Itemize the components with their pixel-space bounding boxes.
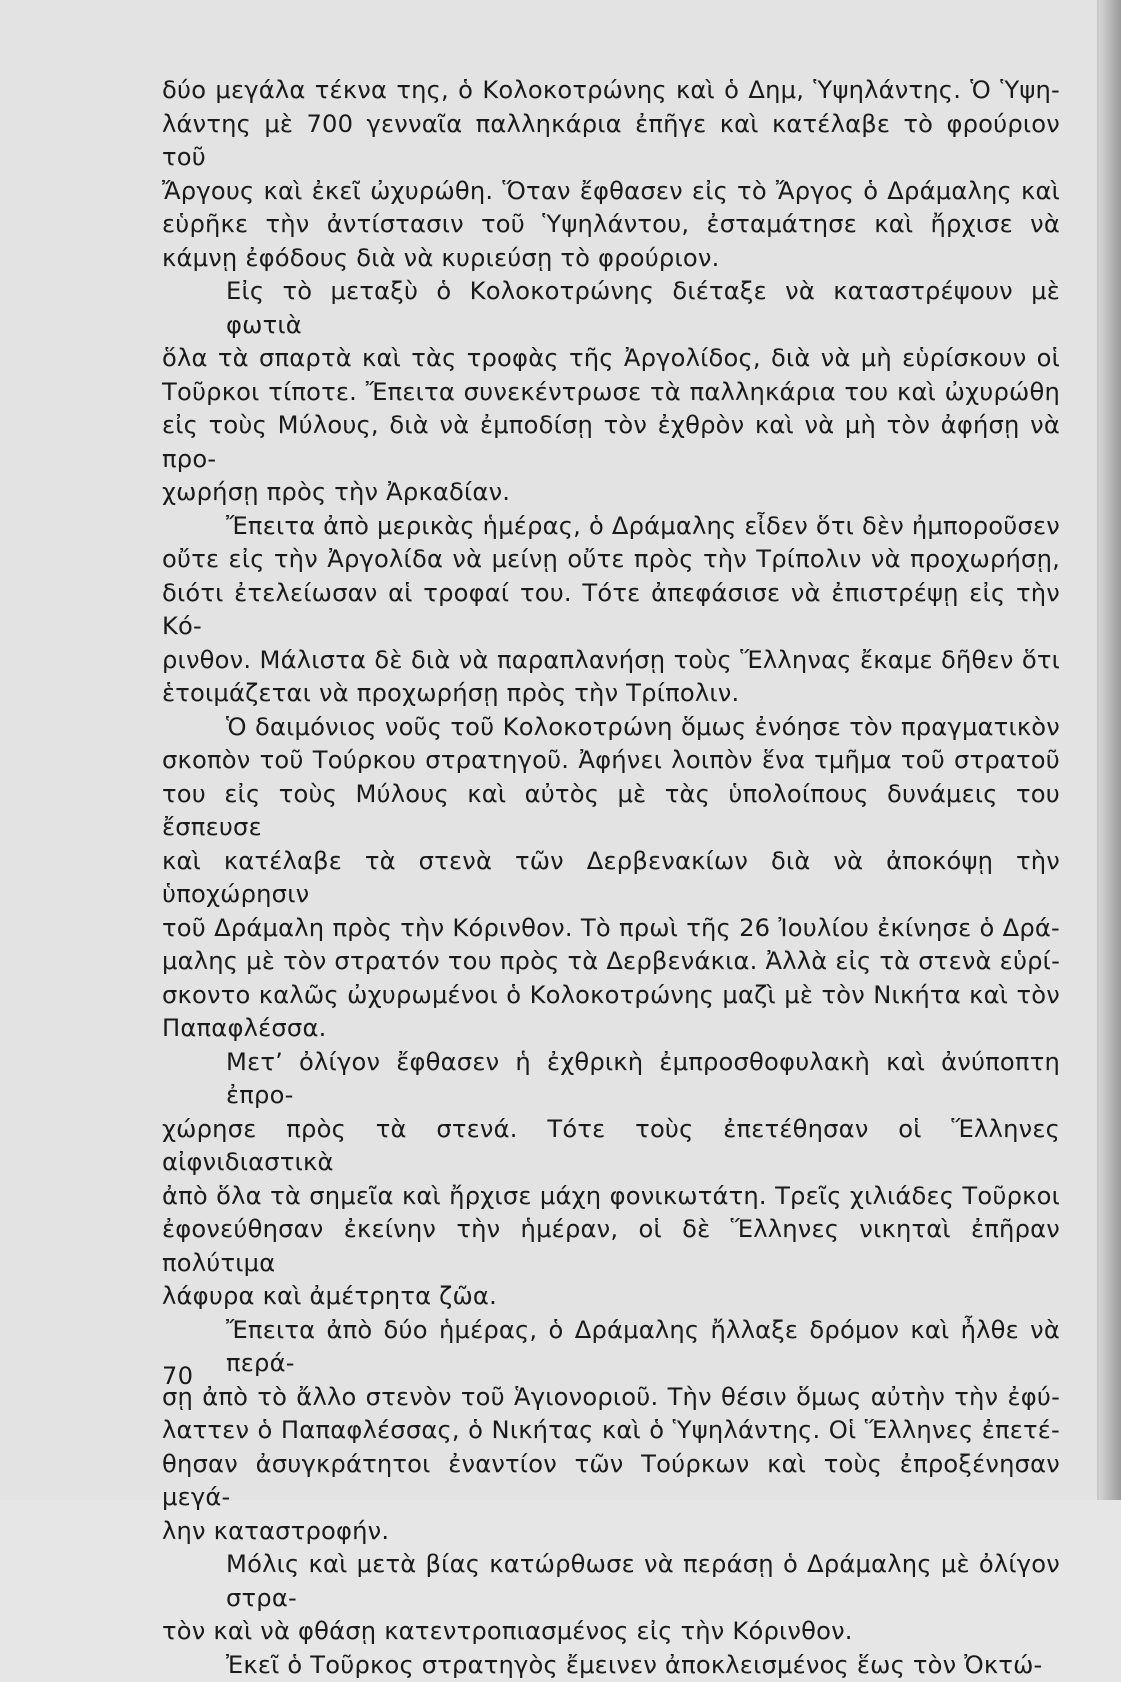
paragraph	[162, 711, 1060, 1046]
text-line: Εἰς τὸ μεταξὺ ὁ Κολοκοτρώνης διέταξε νὰ καταστρέψουν μὲ φωτιὰ	[162, 275, 1060, 342]
text-line: χώρησε πρὸς τὰ στενά. Τότε τοὺς ἐπετέθησαν οἱ Ἕλληνες αἰφνιδιαστικὰ	[162, 1113, 1060, 1180]
text-line: λαττεν ὁ Παπαφλέσσας, ὁ Νικήτας καὶ ὁ Ὑψηλάντης. Οἱ Ἕλληνες ἐπετέ-	[162, 1414, 1060, 1448]
text-line: ρινθον. Μάλιστα δὲ διὰ νὰ παραπλανήσῃ τοὺς Ἕλληνας ἔκαμε δῆθεν ὅτι	[162, 644, 1060, 678]
paragraph	[162, 1314, 1060, 1549]
text-line: ἐφονεύθησαν ἐκείνην τὴν ἡμέραν, οἱ δὲ Ἕλληνες νικηταὶ ἐπῆραν πολύτιμα	[162, 1213, 1060, 1280]
text-line: Ἔπειτα ἀπὸ μερικὰς ἡμέρας, ὁ Δράμαλης εἶδεν ὅτι δὲν ἠμποροῦσεν	[162, 510, 1060, 544]
text-line: του εἰς τοὺς Μύλους καὶ αὐτὸς μὲ τὰς ὑπολοίπους δυνάμεις του ἔσπευσε	[162, 778, 1060, 845]
text-line: ὅλα τὰ σπαρτὰ καὶ τὰς τροφὰς τῆς Ἀργολίδος, διὰ νὰ μὴ εὑρίσκουν οἱ	[162, 342, 1060, 376]
text-line: δύο μεγάλα τέκνα της, ὁ Κολοκοτρώνης καὶ ὁ Δημ, Ὑψηλάντης. Ὁ Ὑψη-	[162, 74, 1060, 108]
text-line: θησαν ἀσυγκράτητοι ἐναντίον τῶν Τούρκων καὶ τοὺς ἐπροξένησαν μεγά-	[162, 1448, 1060, 1515]
text-line: Ἔπειτα ἀπὸ δύο ἡμέρας, ὁ Δράμαλης ἤλλαξε δρόμον καὶ ἦλθε νὰ περά-	[162, 1314, 1060, 1381]
paragraph	[162, 1649, 1060, 1682]
page-number: 70	[162, 1362, 194, 1390]
text-line: σῃ ἀπὸ τὸ ἄλλο στενὸν τοῦ Ἁγιονοριοῦ. Τὴν θέσιν ὅμως αὐτὴν τὴν ἐφύ-	[162, 1381, 1060, 1415]
text-line: σκοντο καλῶς ὠχυρωμένοι ὁ Κολοκοτρώνης μαζὶ μὲ τὸν Νικήτα καὶ τὸν	[162, 979, 1060, 1013]
text-line: Ἐκεῖ ὁ Τοῦρκος στρατηγὸς ἔμεινεν ἀποκλεισμένος ἕως τὸν Ὀκτώ-	[162, 1649, 1060, 1682]
page-binding-edge	[1099, 0, 1121, 1500]
paragraph	[162, 74, 1060, 275]
text-line: Μόλις καὶ μετὰ βίας κατώρθωσε νὰ περάσῃ ὁ Δράμαλης μὲ ὀλίγον στρα-	[162, 1548, 1060, 1615]
text-line: οὔτε εἰς τὴν Ἀργολίδα νὰ μείνῃ οὔτε πρὸς τὴν Τρίπολιν νὰ προχωρήσῃ,	[162, 543, 1060, 577]
paragraph	[162, 275, 1060, 510]
text-line: Ὁ δαιμόνιος νοῦς τοῦ Κολοκοτρώνη ὅμως ἐνόησε τὸν πραγματικὸν	[162, 711, 1060, 745]
paragraph	[162, 1046, 1060, 1314]
text-line: λην καταστροφήν.	[162, 1515, 1060, 1549]
text-line: λάφυρα καὶ ἀμέτρητα ζῶα.	[162, 1280, 1060, 1314]
text-line: χωρήσῃ πρὸς τὴν Ἀρκαδίαν.	[162, 476, 1060, 510]
paragraph	[162, 510, 1060, 711]
text-line: ἀπὸ ὅλα τὰ σημεῖα καὶ ἤρχισε μάχη φονικωτάτη. Τρεῖς χιλιάδες Τοῦρκοι	[162, 1180, 1060, 1214]
text-line: τὸν καὶ νὰ φθάσῃ κατεντροπιασμένος εἰς τὴν Κόρινθον.	[162, 1615, 1060, 1649]
text-line: εὑρῆκε τὴν ἀντίστασιν τοῦ Ὑψηλάντου, ἐσταμάτησε καὶ ἤρχισε νὰ	[162, 208, 1060, 242]
body-text	[162, 74, 1060, 1682]
text-line: ἑτοιμάζεται νὰ προχωρήσῃ πρὸς τὴν Τρίπολιν.	[162, 677, 1060, 711]
text-line: Ἄργους καὶ ἐκεῖ ὠχυρώθη. Ὅταν ἔφθασεν εἰς τὸ Ἄργος ὁ Δράμαλης καὶ	[162, 175, 1060, 209]
text-line: διότι ἐτελείωσαν αἱ τροφαί του. Τότε ἀπεφάσισε νὰ ἐπιστρέψῃ εἰς τὴν Κό-	[162, 577, 1060, 644]
paragraph	[162, 1548, 1060, 1649]
text-line: Τοῦρκοι τίποτε. Ἔπειτα συνεκέντρωσε τὰ παλληκάρια του καὶ ὠχυρώθη	[162, 376, 1060, 410]
text-line: εἰς τοὺς Μύλους, διὰ νὰ ἐμποδίσῃ τὸν ἐχθρὸν καὶ νὰ μὴ τὸν ἀφήσῃ νὰ προ-	[162, 409, 1060, 476]
text-line: Παπαφλέσσα.	[162, 1012, 1060, 1046]
text-line: καὶ κατέλαβε τὰ στενὰ τῶν Δερβενακίων διὰ νὰ ἀποκόψῃ τὴν ὑποχώρησιν	[162, 845, 1060, 912]
text-line: Μετ’ ὀλίγον ἔφθασεν ἡ ἐχθρικὴ ἐμπροσθοφυλακὴ καὶ ἀνύποπτη ἐπρο-	[162, 1046, 1060, 1113]
text-line: μαλης μὲ τὸν στρατόν του πρὸς τὰ Δερβενάκια. Ἀλλὰ εἰς τὰ στενὰ εὑρί-	[162, 945, 1060, 979]
text-line: κάμνῃ ἐφόδους διὰ νὰ κυριεύσῃ τὸ φρούριον.	[162, 242, 1060, 276]
text-line: τοῦ Δράμαλη πρὸς τὴν Κόρινθον. Τὸ πρωὶ τῆς 26 Ἰουλίου ἐκίνησε ὁ Δρά-	[162, 912, 1060, 946]
text-line: σκοπὸν τοῦ Τούρκου στρατηγοῦ. Ἀφήνει λοιπὸν ἕνα τμῆμα τοῦ στρατοῦ	[162, 744, 1060, 778]
text-line: λάντης μὲ 700 γενναῖα παλληκάρια ἐπῆγε καὶ κατέλαβε τὸ φρούριον τοῦ	[162, 108, 1060, 175]
